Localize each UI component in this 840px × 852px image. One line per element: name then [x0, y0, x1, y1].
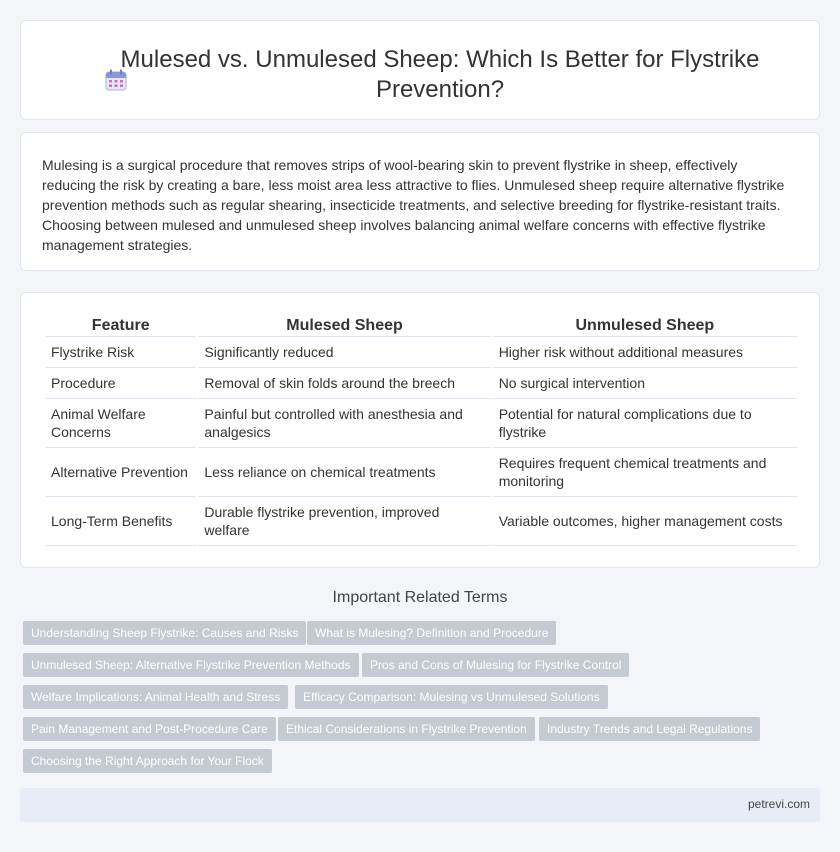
table-row: [45, 497, 797, 546]
table-cell-unmulesed: Potential for natural complications due to flystrike: [493, 399, 797, 448]
table-cell-mulesed: Removal of skin folds around the breech: [198, 368, 490, 399]
related-tag-pain-management[interactable]: Pain Management and Post-Procedure Care: [23, 717, 276, 741]
table-cell-feature: Long-Term Benefits: [45, 497, 196, 546]
table-header-mulesed: Mulesed Sheep: [198, 315, 490, 337]
table-cell-mulesed: Significantly reduced: [198, 337, 490, 368]
table-cell-feature: Animal Welfare Concerns: [45, 399, 196, 448]
footer-site-link[interactable]: petrevi.com: [747, 797, 810, 811]
header-card: [20, 20, 820, 120]
footer: [20, 788, 820, 822]
intro-paragraph: Mulesing is a surgical procedure that removes strips of wool-bearing skin to prevent flystrike in sheep, effectively reducing the risk by creating a bare, less moist area less attractive to flies. Unmulesed sheep require alternative flystrike prevention methods such as regular shearing, insecticide treatments, and selective breeding for flystrike-resistant traits. Choosing between mulesed and unmulesed sheep involves balancing animal welfare concerns with effective flystrike management strategies.: [42, 157, 785, 253]
related-tag-choosing-approach[interactable]: Choosing the Right Approach for Your Flock: [23, 749, 272, 773]
related-tag-welfare-implications[interactable]: Welfare Implications: Animal Health and Stress: [23, 685, 288, 709]
comparison-table: [43, 315, 799, 546]
related-tag-unmulesed-alternatives[interactable]: Unmulesed Sheep: Alternative Flystrike Prevention Methods: [23, 653, 359, 677]
table-cell-feature: Flystrike Risk: [45, 337, 196, 368]
table-cell-mulesed: Less reliance on chemical treatments: [198, 448, 490, 497]
table-header-unmulesed: Unmulesed Sheep: [493, 315, 797, 337]
table-cell-feature: Alternative Prevention: [45, 448, 196, 497]
related-tag-sheep-flystrike[interactable]: Understanding Sheep Flystrike: Causes and Risks: [23, 621, 306, 645]
table-cell-feature: Procedure: [45, 368, 196, 399]
related-tag-efficacy-comparison[interactable]: Efficacy Comparison: Mulesing vs Unmulesed Solutions: [295, 685, 608, 709]
table-row: [45, 399, 797, 448]
table-row: [45, 337, 797, 368]
comparison-table-card: [20, 292, 820, 568]
page-title: Mulesed vs. Unmulesed Sheep: Which Is Better for Flystrike Prevention?: [120, 46, 760, 103]
related-tag-pros-cons-mulesing[interactable]: Pros and Cons of Mulesing for Flystrike Control: [362, 653, 629, 677]
related-terms-heading: Important Related Terms: [332, 589, 508, 606]
table-header-row: [45, 315, 797, 337]
table-cell-unmulesed: No surgical intervention: [493, 368, 797, 399]
table-header-feature: Feature: [45, 315, 196, 337]
table-row: [45, 448, 797, 497]
related-tag-what-is-mulesing[interactable]: What is Mulesing? Definition and Procedure: [307, 621, 556, 645]
table-cell-mulesed: Painful but controlled with anesthesia and analgesics: [198, 399, 490, 448]
table-row: [45, 368, 797, 399]
intro-card: [20, 132, 820, 271]
related-tag-ethical-considerations[interactable]: Ethical Considerations in Flystrike Prevention: [278, 717, 535, 741]
related-tag-industry-trends[interactable]: Industry Trends and Legal Regulations: [539, 717, 760, 741]
table-cell-unmulesed: Requires frequent chemical treatments and monitoring: [493, 448, 797, 497]
table-cell-unmulesed: Variable outcomes, higher management costs: [493, 497, 797, 546]
table-cell-mulesed: Durable flystrike prevention, improved welfare: [198, 497, 490, 546]
table-cell-unmulesed: Higher risk without additional measures: [493, 337, 797, 368]
